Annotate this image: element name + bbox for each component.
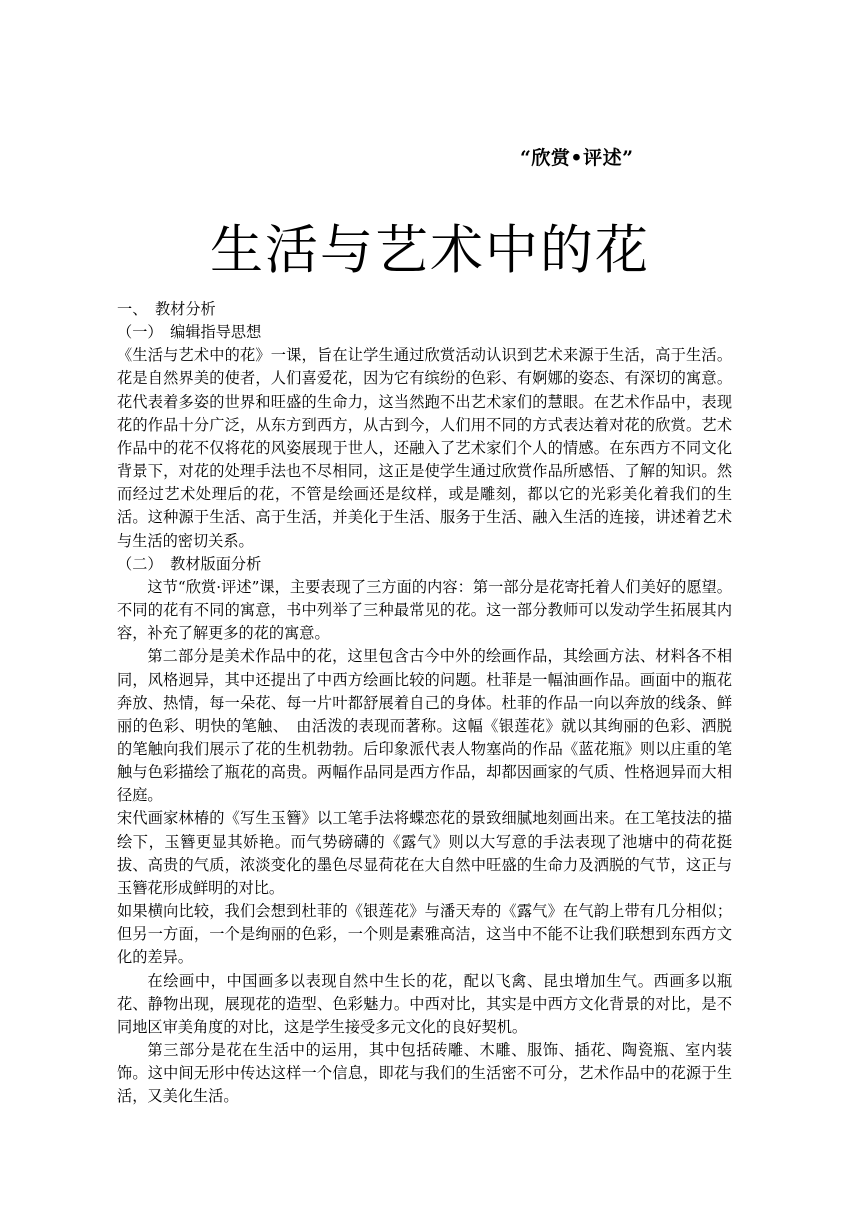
document-body xyxy=(117,298,732,1108)
paragraph-part-one: 这节“欣赏·评述”课，主要表现了三方面的内容：第一部分是花寄托着人们美好的愿望。不同的花有不同的寓意，书中列举了三种最常见的花。这一部分教师可以发动学生拓展其内容，补充了解更多的花的寓意。 xyxy=(117,577,732,643)
paragraph-comparison: 如果横向比较，我们会想到杜菲的《银莲花》与潘天寿的《露气》在气韵上带有几分相似；但另一方面，一个是绚丽的色彩，一个则是素雅高洁，这当中不能不让我们联想到东西方文化的差异。 xyxy=(117,902,732,967)
paragraph-east-west-painting: 在绘画中，中国画多以表现自然中生长的花，配以飞禽、昆虫增加生气。西画多以瓶花、静物出现，展现花的造型、色彩魅力。中西对比，其实是中西方文化背景的对比，是不同地区审美角度的对比，这是学生接受多元文化的良好契机。 xyxy=(117,971,732,1036)
paragraph-part-two: 第二部分是美术作品中的花，这里包含古今中外的绘画作品，其绘画方法、材料各不相同，风格迥异，其中还提出了中西方绘画比较的问题。杜菲是一幅油画作品。画面中的瓶花奔放、热情，每一朵花、每一片叶都舒展着自己的身体。杜菲的作品一向以奔放的线条、鲜丽的色彩、明快的笔触、 由活泼的表现而著称。这幅《银莲花》就以其绚丽的色彩、洒脱的笔触向我们展示了花的生机勃勃。后印象派代表人物塞尚的作品《蓝花瓶》则以庄重的笔触与色彩描绘了瓶花的高贵。两幅作品同是西方作品，却都因画家的气质、性格迥异而大相径庭。 xyxy=(117,647,732,805)
paragraph-song-dynasty-painting: 宋代画家林椿的《写生玉簪》以工笔手法将蝶恋花的景致细腻地刻画出来。在工笔技法的描绘下，玉簪更显其娇艳。而气势磅礴的《露气》则以大写意的手法表现了池塘中的荷花挺拔、高贵的气质，浓淡变化的墨色尽显荷花在大自然中旺盛的生命力及洒脱的气节，这正与玉簪花形成鲜明的对比。 xyxy=(117,809,732,897)
subsection-heading-guiding-idea: （一） 编辑指导思想 xyxy=(117,323,262,342)
paragraph-part-three: 第三部分是花在生活中的运用，其中包括砖雕、木雕、服饰、插花、陶瓷瓶、室内装饰。这中间无形中传达这样一个信息，即花与我们的生活密不可分，艺术作品中的花源于生活，又美化生活。 xyxy=(117,1041,732,1106)
paragraph-guiding-idea: 《生活与艺术中的花》一课，旨在让学生通过欣赏活动认识到艺术来源于生活，高于生活。花是自然界美的使者，人们喜爱花，因为它有缤纷的色彩、有婀娜的姿态、有深切的寓意。花代表着多姿的世界和旺盛的生命力，这当然跑不出艺术家们的慧眼。在艺术作品中，表现花的作品十分广泛，从东方到西方，从古到今，人们用不同的方式表达着对花的欣赏。艺术作品中的花不仅将花的风姿展现于世人，还融入了艺术家们个人的情感。在东西方不同文化背景下，对花的处理手法也不尽相同，这正是使学生通过欣赏作品所感悟、了解的知识。然而经过艺术处理后的花，不管是绘画还是纹样，或是雕刻，都以它的光彩美化着我们的生活。这种源于生活、高于生活，并美化于生活、服务于生活、融入生活的连接，讲述着艺术与生活的密切关系。 xyxy=(117,346,732,550)
lesson-type-label: “欣赏•评述” xyxy=(520,147,634,169)
page-title: 生活与艺术中的花 xyxy=(210,220,650,281)
subsection-heading-layout-analysis: （二） 教材版面分析 xyxy=(117,554,262,573)
section-heading-teaching-material-analysis: 一、 教材分析 xyxy=(117,300,216,318)
